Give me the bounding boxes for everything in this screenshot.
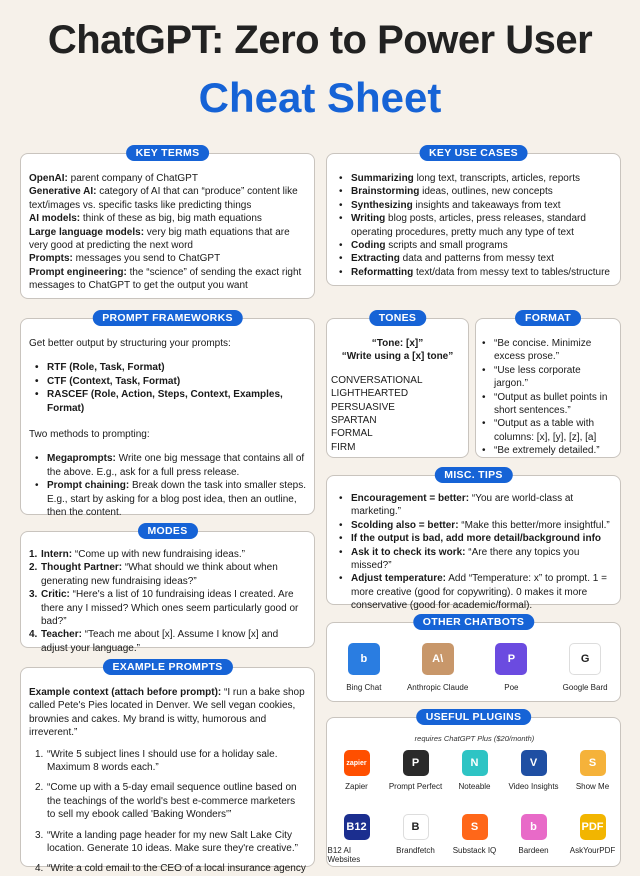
noteable-icon xyxy=(462,750,488,776)
modes-list xyxy=(21,532,314,655)
noteable-glyph: N xyxy=(470,757,479,769)
tones-card xyxy=(326,312,469,458)
app-tile xyxy=(328,814,386,864)
video-insights-glyph: V xyxy=(529,757,538,769)
app-name: Video Insights xyxy=(508,782,559,791)
mode-item xyxy=(29,628,306,655)
example-prompt-item xyxy=(35,829,306,856)
format-item: • “Output as bullet points in short sentences.” xyxy=(482,391,616,418)
mode-number: 4. xyxy=(29,629,38,641)
app-name: AskYourPDF xyxy=(569,846,616,855)
mode-item xyxy=(29,548,306,561)
prompt-perfect-glyph: P xyxy=(411,757,420,769)
modes-heading: MODES xyxy=(137,523,197,539)
use-case-item-term: Extracting xyxy=(351,253,400,265)
method-item xyxy=(35,452,306,479)
tone-item: FORMAL xyxy=(331,428,373,440)
use-case-item-term: Writing xyxy=(351,213,386,225)
use-case-item-term: Brainstorming xyxy=(351,186,420,198)
app-tile xyxy=(403,643,473,692)
app-tile xyxy=(550,643,620,692)
substack-icon xyxy=(462,814,488,840)
app-tile xyxy=(564,814,622,864)
plugins-note: requires ChatGPT Plus ($20/month) xyxy=(414,734,535,743)
plugins-row-2 xyxy=(327,814,622,864)
substack-glyph: S xyxy=(470,821,479,833)
format-heading: FORMAT xyxy=(515,310,581,326)
app-name: Zapier xyxy=(345,782,368,791)
video-insights-icon xyxy=(521,750,547,776)
askyourpdf-icon xyxy=(580,814,606,840)
app-name: Poe xyxy=(504,683,519,692)
key-use-cases-card xyxy=(326,147,621,286)
misc-tip-item-text: “Are there any topics you missed?” xyxy=(351,546,580,572)
use-case-item xyxy=(339,266,612,279)
framework-item: • CTF (Context, Task, Format) xyxy=(35,375,306,388)
modes-card xyxy=(20,525,315,654)
use-case-item-text: insights and takeaways from text xyxy=(412,199,561,211)
misc-tip-item xyxy=(339,572,612,612)
use-case-item-text: blog posts, articles, press releases, standard operating procedures, pretty much any type of text xyxy=(351,213,586,238)
key-term-item xyxy=(29,266,306,293)
b12-icon xyxy=(344,814,370,840)
example-text: “Write a cold email to the CEO of a local insurance agency xyxy=(47,863,306,875)
poe-icon xyxy=(495,643,527,675)
example-prompts-card xyxy=(20,661,315,875)
mode-text: “Teach me about [x]. Assume I know [x] and adjust your language.” xyxy=(41,629,279,654)
tones-syntax-2: “Write using a [x] tone” xyxy=(341,351,454,363)
use-case-item xyxy=(339,172,612,185)
misc-tips-heading: MISC. TIPS xyxy=(434,467,512,483)
format-item: • “Be concise. Minimize excess prose.” xyxy=(482,337,616,364)
mode-number: 1. xyxy=(29,549,38,560)
use-case-item-term: Summarizing xyxy=(351,173,414,184)
misc-tip-item xyxy=(339,532,612,545)
mode-term: Critic: xyxy=(41,589,70,601)
use-case-item-term: Coding xyxy=(351,240,386,252)
bing-glyph: b xyxy=(360,653,368,665)
app-name: Substack IQ xyxy=(452,846,497,855)
mode-term: Teacher: xyxy=(41,629,82,641)
format-item: • “Output as a table with columns: [x], [y], [z], [a] xyxy=(482,417,616,444)
tones-syntax-1: “Tone: [x]” xyxy=(371,338,424,349)
misc-tip-item-text: “You are world-class at marketing.” xyxy=(351,493,574,518)
other-chatbots-heading: OTHER CHATBOTS xyxy=(413,614,534,630)
prompt-perfect-icon xyxy=(403,750,429,776)
use-case-item-term: Reformatting xyxy=(351,266,414,278)
app-tile xyxy=(505,750,563,791)
app-name: Prompt Perfect xyxy=(388,782,443,791)
frameworks-intro: Get better output by structuring your prompts: xyxy=(29,338,231,349)
mode-term: Intern: xyxy=(41,549,73,560)
example-number: 3. xyxy=(35,829,44,841)
format-card xyxy=(475,312,621,458)
tone-item: SPARTAN xyxy=(331,415,377,427)
framework-item: • RTF (Role, Task, Format) xyxy=(35,361,306,374)
key-term-item-text: category of AI that can “produce” content like text/images vs. specific tasks like predicting things xyxy=(29,186,298,211)
prompt-frameworks-card xyxy=(20,312,315,519)
app-tile xyxy=(446,814,504,864)
app-name: Bardeen xyxy=(518,846,549,855)
tones-heading: TONES xyxy=(369,310,426,326)
tone-item: CONVERSATIONAL xyxy=(331,374,423,386)
key-use-cases-heading: KEY USE CASES xyxy=(419,145,528,161)
example-context xyxy=(29,686,306,740)
key-term-item xyxy=(29,185,306,212)
example-text: “Write a landing page header for my new Salt Lake City location. Generate 10 ideas. Make sure they're creative.” xyxy=(47,829,298,855)
show-me-glyph: S xyxy=(588,757,597,769)
format-item: • “Be extremely detailed.” xyxy=(482,444,616,457)
app-tile xyxy=(476,643,546,692)
mode-text: “Come up with new fundraising ideas.” xyxy=(72,549,245,560)
b12-glyph: B12 xyxy=(346,821,367,833)
bing-icon xyxy=(348,643,380,675)
app-name: B12 AI Websites xyxy=(327,846,361,864)
key-term-item-term: Large language models: xyxy=(29,226,145,238)
key-term-item xyxy=(29,212,306,225)
methods-list xyxy=(35,452,306,519)
use-case-item xyxy=(339,239,612,252)
key-term-item-text: think of these as big, big math equations xyxy=(80,213,262,225)
misc-tip-item-term: Encouragement = better: xyxy=(351,493,470,504)
useful-plugins-heading: USEFUL PLUGINS xyxy=(416,709,532,725)
example-number: 2. xyxy=(35,782,44,794)
app-name: Google Bard xyxy=(562,683,608,692)
misc-tip-item xyxy=(339,546,612,573)
app-name: Anthropic Claude xyxy=(406,683,469,692)
key-term-item-text: the “science” of sending the exact right messages to ChatGPT to get the output you want xyxy=(29,266,302,292)
use-case-item-text: long text, transcripts, articles, reports xyxy=(413,173,580,184)
example-prompt-item xyxy=(35,748,306,775)
key-term-item xyxy=(29,226,306,253)
use-case-item-text: text/data from messy text to tables/structure xyxy=(413,266,610,278)
key-term-item-text: very big math equations that are very good at predicting the next word xyxy=(29,226,290,252)
method-item xyxy=(35,479,306,519)
mode-item xyxy=(29,588,306,628)
use-case-item-term: Synthesizing xyxy=(351,199,413,211)
key-term-item-term: Generative AI: xyxy=(29,186,97,198)
key-term-item-text: parent company of ChatGPT xyxy=(67,173,198,184)
plugins-row-1 xyxy=(327,750,622,791)
format-item: • “Use less corporate jargon.” xyxy=(482,364,616,391)
mode-text: “Here's a list of 10 fundraising ideas I created. Are there any I missed? Which ones seem particularly good or bad?” xyxy=(41,589,299,628)
tone-item: PERSUASIVE xyxy=(331,401,395,413)
bardeen-icon xyxy=(521,814,547,840)
anthropic-glyph: A\ xyxy=(432,653,444,665)
askyourpdf-glyph: PDF xyxy=(581,821,604,833)
tone-item: LIGHTHEARTED xyxy=(331,388,409,400)
example-text: “Come up with a 5-day email sequence outline based on the teachings of the world's best e-commerce marketers to sell my ebook called 'Baking Wonders'” xyxy=(47,782,297,821)
tone-item: FIRM xyxy=(331,441,356,453)
format-list xyxy=(476,319,620,458)
chatbots-row xyxy=(327,643,622,692)
key-term-item xyxy=(29,252,306,265)
app-tile xyxy=(387,814,445,864)
mode-number: 2. xyxy=(29,562,38,574)
example-number: 4. xyxy=(35,863,44,875)
method-item-text: Break down the task into smaller steps. E.g., start by asking for a blog post idea, then an outline, then the content. xyxy=(47,480,306,519)
example-text: “Write 5 subject lines I should use for a holiday sale. Maximum 8 words each.” xyxy=(47,748,278,774)
poe-glyph: P xyxy=(507,653,516,665)
page-subtitle: Cheat Sheet xyxy=(198,74,442,121)
misc-tip-item xyxy=(339,492,612,519)
app-tile xyxy=(505,814,563,864)
mode-term: Thought Partner: xyxy=(41,562,123,574)
google-icon xyxy=(569,643,601,675)
key-term-item xyxy=(29,172,306,185)
mode-text: “What should we think about when generating new fundraising ideas?” xyxy=(41,562,278,587)
google-glyph: G xyxy=(580,653,590,665)
use-case-item xyxy=(339,185,612,198)
misc-tips-card xyxy=(326,469,621,612)
misc-tip-item-term: Ask it to check its work: xyxy=(351,546,466,558)
other-chatbots-card xyxy=(326,616,621,702)
frameworks-list xyxy=(35,361,306,415)
framework-item: • RASCEF (Role, Action, Steps, Context, Examples, Format) xyxy=(35,388,306,415)
key-terms-list xyxy=(21,154,314,293)
method-item-term: Megaprompts: xyxy=(47,453,116,465)
misc-tip-item-text: Add “Temperature: x” to prompt. 1 = more creative (good for copywriting). 0 makes it more conservative (good for academic/formal). xyxy=(351,573,607,612)
zapier-glyph: zapier xyxy=(346,759,367,767)
use-case-item xyxy=(339,252,612,265)
use-case-item-text: ideas, outlines, new concepts xyxy=(419,186,553,198)
key-terms-card xyxy=(20,147,315,299)
brandfetch-icon xyxy=(403,814,429,840)
brandfetch-glyph: B xyxy=(411,821,420,833)
misc-tip-item xyxy=(339,519,612,532)
example-prompt-item xyxy=(35,781,306,821)
method-item-text: Write one big message that contains all of the above. E.g., ask for a full press release. xyxy=(47,453,305,478)
use-case-item xyxy=(339,212,612,239)
bardeen-glyph: b xyxy=(530,821,537,833)
useful-plugins-card xyxy=(326,711,621,867)
page-title: ChatGPT: Zero to Power User xyxy=(47,18,593,62)
app-tile xyxy=(446,750,504,791)
anthropic-icon xyxy=(422,643,454,675)
misc-tip-item-text: “Make this better/more insightful.” xyxy=(458,519,610,531)
example-prompts-list xyxy=(29,748,306,876)
tones-list xyxy=(327,364,468,454)
methods-intro: Two methods to prompting: xyxy=(29,429,150,441)
app-tile xyxy=(387,750,445,791)
app-name: Show Me xyxy=(575,782,610,791)
key-term-item-term: Prompt engineering: xyxy=(29,266,127,278)
app-name: Bing Chat xyxy=(346,683,382,692)
app-name: Brandfetch xyxy=(396,846,435,855)
key-use-cases-list xyxy=(327,154,620,279)
app-name: Noteable xyxy=(458,782,491,791)
use-case-item-text: scripts and small programs xyxy=(385,240,508,252)
app-tile xyxy=(564,750,622,791)
use-case-item xyxy=(339,199,612,212)
example-context-text: “I run a bake shop called Pete's Pies located in Denver. We sell vegan cookies, brownies and cakes. My brand is witty, humorous and irreverent.” xyxy=(29,687,305,739)
key-term-item-text: messages you send to ChatGPT xyxy=(72,253,221,265)
zapier-icon xyxy=(344,750,370,776)
mode-item xyxy=(29,561,306,588)
key-term-item-term: AI models: xyxy=(29,213,81,225)
example-prompt-item xyxy=(35,862,306,875)
misc-tips-list xyxy=(327,476,620,613)
misc-tip-item-term: Adjust temperature: xyxy=(351,573,447,585)
key-term-item-term: OpenAI: xyxy=(29,173,68,184)
show-me-icon xyxy=(580,750,606,776)
method-item-term: Prompt chaining: xyxy=(47,480,130,492)
misc-tip-item-term: Scolding also = better: xyxy=(351,519,459,531)
key-term-item-term: Prompts: xyxy=(29,253,73,265)
app-tile xyxy=(328,750,386,791)
misc-tip-item-term: If the output is bad, add more detail/background info xyxy=(351,533,602,545)
example-prompts-heading: EXAMPLE PROMPTS xyxy=(102,659,232,675)
mode-number: 3. xyxy=(29,589,38,601)
prompt-frameworks-heading: PROMPT FRAMEWORKS xyxy=(92,310,243,326)
key-terms-heading: KEY TERMS xyxy=(126,145,210,161)
example-number: 1. xyxy=(35,748,44,760)
use-case-item-text: data and patterns from messy text xyxy=(399,253,554,265)
example-context-label: Example context (attach before prompt): xyxy=(29,687,222,698)
app-tile xyxy=(329,643,399,692)
